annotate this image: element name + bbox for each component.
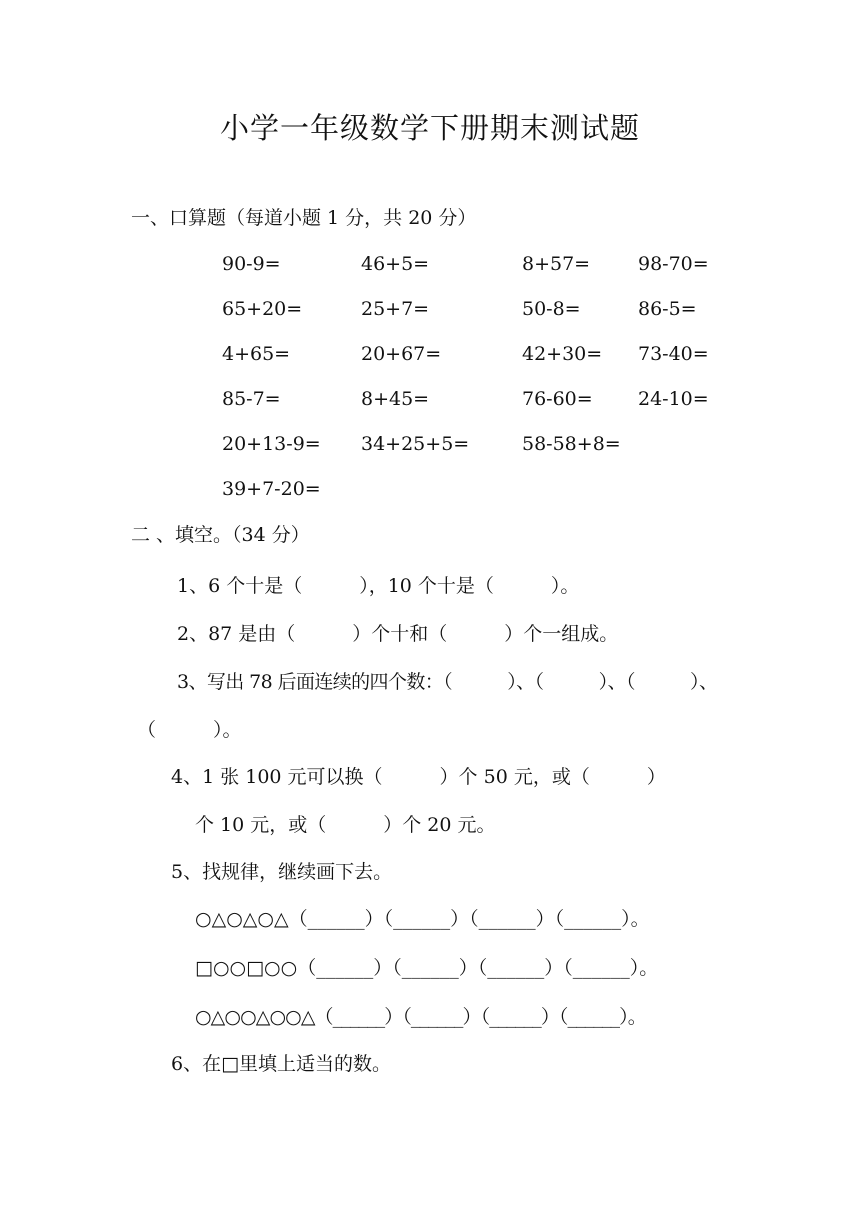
pattern-3: ○△○○△○○△（______）（______）（______）（______）。	[195, 1006, 646, 1028]
question-3-line2: （ ）。	[137, 719, 242, 741]
question-4-line2: 个 10 元，或（ ）个 20 元。	[195, 814, 496, 836]
problem: 42+30=	[522, 343, 603, 365]
problem: 39+7-20=	[222, 478, 321, 500]
problem: 76-60=	[522, 388, 593, 410]
page-title: 小学一年级数学下册期末测试题	[219, 111, 640, 145]
problem: 24-10=	[638, 388, 709, 410]
problem: 4+65=	[222, 343, 291, 365]
problem: 34+25+5=	[361, 433, 470, 455]
problem: 98-70=	[638, 253, 709, 275]
problem: 8+45=	[361, 388, 430, 410]
pattern-2: □○○□○○（______）（______）（______）（______）。	[195, 957, 659, 979]
problem: 20+13-9=	[222, 433, 321, 455]
question-6: 6、在□里填上适当的数。	[171, 1053, 392, 1075]
pattern-1: ○△○△○△（______）（______）（______）（______）。	[195, 908, 650, 930]
problem: 8+57=	[522, 253, 591, 275]
problem: 85-7=	[222, 388, 281, 410]
problem: 50-8=	[522, 298, 581, 320]
section1-heading: 一、口算题（每道小题 1 分，共 20 分）	[131, 207, 477, 229]
problem: 65+20=	[222, 298, 303, 320]
question-2: 2、87 是由（ ）个十和（ ）个一组成。	[177, 623, 619, 645]
problem: 90-9=	[222, 253, 281, 275]
question-3-line1: 3、写出 78 后面连续的四个数：（ ）、（ ）、（ ）、	[177, 671, 718, 693]
problem: 86-5=	[638, 298, 697, 320]
question-1: 1、6 个十是（ ），10 个十是（ ）。	[177, 575, 580, 597]
problem: 25+7=	[361, 298, 430, 320]
problem: 20+67=	[361, 343, 442, 365]
problem: 58-58+8=	[522, 433, 621, 455]
problem: 46+5=	[361, 253, 430, 275]
question-4-line1: 4、1 张 100 元可以换（ ）个 50 元，或（ ）	[171, 766, 666, 788]
problem: 73-40=	[638, 343, 709, 365]
section2-heading: 二 、填空。（34 分）	[131, 524, 310, 546]
question-5: 5、找规律，继续画下去。	[171, 861, 393, 883]
